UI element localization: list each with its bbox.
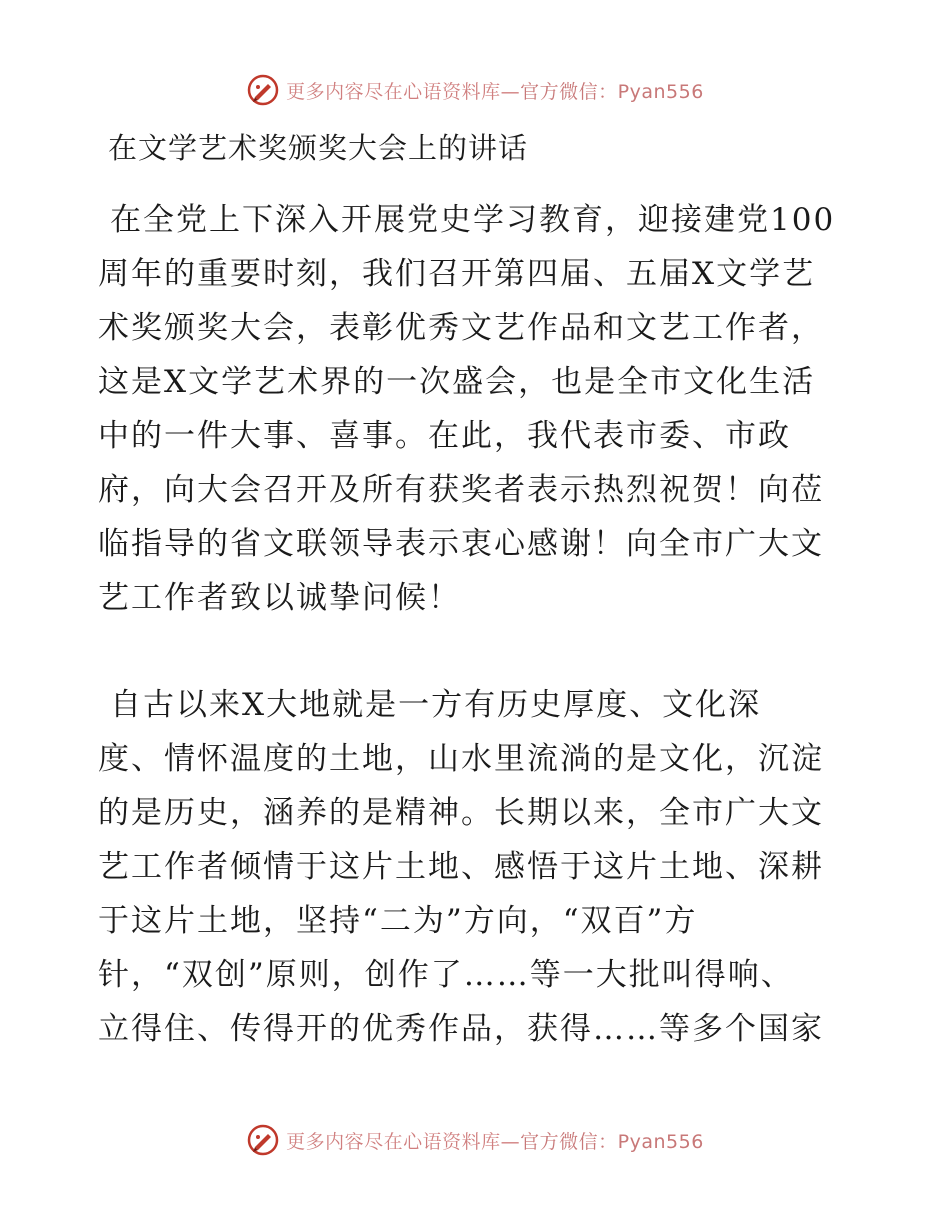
header-banner xyxy=(0,70,950,110)
text-line: 于这片土地，坚持“二为”方向，“双百”方 xyxy=(98,903,698,939)
text-line: 临指导的省文联领导表示衷心感谢！向全市广大文 xyxy=(98,526,824,562)
text-line: 度、情怀温度的土地，山水里流淌的是文化，沉淀 xyxy=(98,741,824,777)
pen-logo-icon xyxy=(246,73,280,107)
text-line: 术奖颁奖大会，表彰优秀文艺作品和文艺工作者， xyxy=(98,310,824,346)
text-line: 针，“双创”原则，创作了……等一大批叫得响、 xyxy=(98,957,794,993)
text-line: 艺工作者致以诚挚问候！ xyxy=(98,580,461,616)
text-line: 周年的重要时刻，我们召开第四届、五届X文学艺 xyxy=(98,256,816,292)
banner-text xyxy=(286,1127,704,1154)
paragraph-2 xyxy=(98,678,858,1056)
text-line: 艺工作者倾情于这片土地、感悟于这片土地、深耕 xyxy=(98,849,824,885)
banner-wechat-text: 官方微信：Pyan556 xyxy=(520,80,704,103)
banner-main-text: 更多内容尽在心语资料库— xyxy=(286,80,521,103)
text-line: 立得住、传得开的优秀作品，获得……等多个国家 xyxy=(98,1011,824,1047)
text-line: 在全党上下深入开展党史学习教育，迎接建党100 xyxy=(110,202,836,238)
paragraph-1 xyxy=(98,193,858,625)
text-line: 的是历史，涵养的是精神。长期以来，全市广大文 xyxy=(98,795,824,831)
banner-text xyxy=(286,77,704,104)
banner-main-text: 更多内容尽在心语资料库— xyxy=(286,1130,521,1153)
document-title: 在文学艺术奖颁奖大会上的讲话 xyxy=(108,131,529,165)
pen-logo-icon xyxy=(246,1123,280,1157)
text-line: 中的一件大事、喜事。在此，我代表市委、市政 xyxy=(98,418,791,454)
text-line: 自古以来X大地就是一方有历史厚度、文化深 xyxy=(110,687,762,723)
footer-banner xyxy=(0,1120,950,1160)
text-line: 这是X文学艺术界的一次盛会，也是全市文化生活 xyxy=(98,364,816,400)
banner-wechat-text: 官方微信：Pyan556 xyxy=(520,1130,704,1153)
text-line: 府，向大会召开及所有获奖者表示热烈祝贺！向莅 xyxy=(98,472,824,508)
